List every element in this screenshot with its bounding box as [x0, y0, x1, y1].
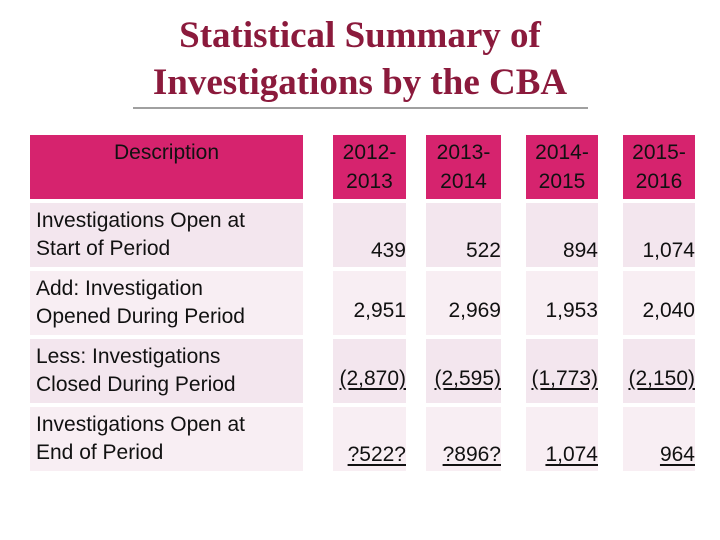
table-cell: 522 [426, 203, 501, 267]
table-cell: 2,951 [333, 271, 406, 335]
table-cell: (2,150) [623, 339, 695, 403]
row-label: Investigations Open at Start of Period [30, 203, 303, 267]
row-label: Less: Investigations Closed During Period [30, 339, 303, 403]
table-cell: 1,074 [623, 203, 695, 267]
table-cell: 1,953 [526, 271, 598, 335]
header-year: 2013- 2014 [426, 135, 501, 199]
table-row [30, 203, 695, 267]
page-title [0, 12, 720, 106]
table-cell: 964 [623, 407, 695, 471]
table-row [30, 271, 695, 335]
table-cell: (2,870) [333, 339, 406, 403]
table-row [30, 339, 695, 403]
investigations-summary-table [30, 131, 695, 475]
title-line-1: Statistical Summary of [179, 15, 541, 56]
table-cell: (1,773) [526, 339, 598, 403]
table-cell: 894 [526, 203, 598, 267]
table-cell: (2,595) [426, 339, 501, 403]
header-year: 2012- 2013 [333, 135, 406, 199]
header-description: Description [30, 135, 303, 199]
table-cell: 439 [333, 203, 406, 267]
header-year: 2014- 2015 [526, 135, 598, 199]
header-row [30, 135, 695, 199]
table-cell: 2,040 [623, 271, 695, 335]
title-divider [133, 107, 588, 109]
table-cell: 2,969 [426, 271, 501, 335]
title-line-2: Investigations by the CBA [152, 62, 568, 103]
table-cell: ?522? [333, 407, 406, 471]
table-cell: 1,074 [526, 407, 598, 471]
header-year: 2015- 2016 [623, 135, 695, 199]
table-cell: ?896? [426, 407, 501, 471]
row-label: Investigations Open at End of Period [30, 407, 303, 471]
row-label: Add: Investigation Opened During Period [30, 271, 303, 335]
table-row [30, 407, 695, 471]
